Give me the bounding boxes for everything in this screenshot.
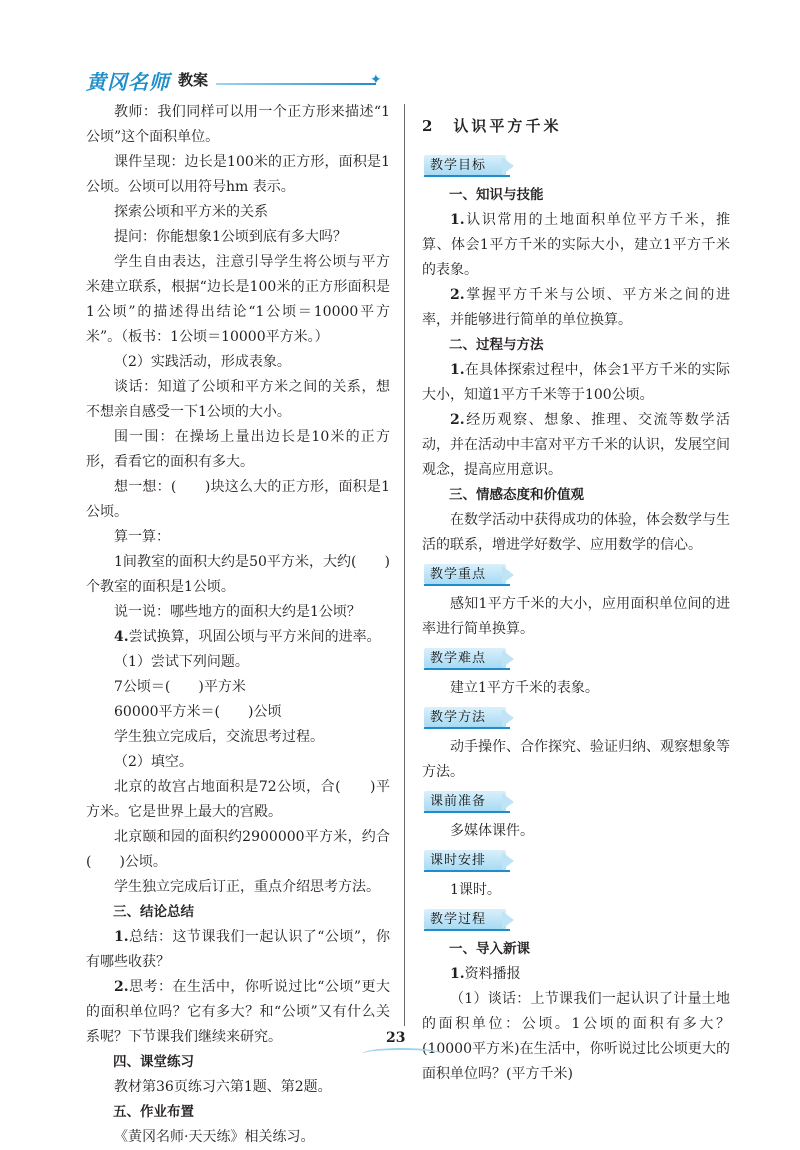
paragraph: 想一想：( )块这么大的正方形，面积是1公顷。 bbox=[86, 479, 390, 520]
paragraph: 7公顷＝( )平方米 bbox=[114, 679, 246, 695]
paragraph: 围一围：在操场上量出边长是10米的正方形，看看它的面积有多大。 bbox=[86, 429, 390, 470]
right-column bbox=[422, 100, 730, 1087]
page-number: 23 bbox=[386, 1030, 406, 1046]
page-number-ornament bbox=[362, 1048, 442, 1060]
paragraph: 教材第36页练习六第1题、第2题。 bbox=[114, 1079, 332, 1095]
paragraph: 学生独立完成后订正，重点介绍思考方法。 bbox=[114, 879, 380, 895]
paragraph: 北京颐和园的面积约2900000平方米，约合( )公顷。 bbox=[86, 829, 390, 870]
paragraph: 谈话：知道了公顷和平方米之间的关系，想不想亲自感受一下1公顷的大小。 bbox=[86, 379, 390, 420]
section-heading: 五、作业布置 bbox=[113, 1104, 194, 1120]
paragraph: 教师：我们同样可以用一个正方形来描述“1公顷”这个面积单位。 bbox=[86, 104, 390, 145]
column-divider bbox=[404, 104, 405, 1026]
tag-process: 教学过程 bbox=[424, 909, 730, 931]
paragraph: 2.经历观察、想象、推理、交流等数学活动，并在活动中丰富对平方千米的认识，发展空间观念，提高应用意识。 bbox=[422, 412, 730, 478]
paragraph: 2.思考：在生活中，你听说过比“公顷”更大的面积单位吗？它有多大？和“公顷”又有什么关系呢？下节课我们继续来研究。 bbox=[86, 979, 390, 1045]
paragraph: 在数学活动中获得成功的体验，体会数学与生活的联系，增进学好数学、应用数学的信心。 bbox=[422, 512, 730, 553]
section-heading: 三、情感态度和价值观 bbox=[449, 487, 584, 503]
paragraph: 北京的故宫占地面积是72公顷，合( )平方米。它是世界上最大的宫殿。 bbox=[86, 779, 390, 820]
paragraph: 探索公顷和平方米的关系 bbox=[114, 204, 268, 220]
paragraph: 1.总结：这节课我们一起认识了“公顷”，你有哪些收获？ bbox=[86, 929, 390, 970]
section-heading: 一、知识与技能 bbox=[449, 187, 544, 203]
paragraph: 4.尝试换算，巩固公顷与平方米间的进率。 bbox=[114, 629, 381, 645]
brand-logo: 黄冈名师 bbox=[86, 70, 170, 94]
paragraph: 感知1平方千米的大小，应用面积单位间的进率进行简单换算。 bbox=[422, 596, 730, 637]
paragraph: 1.在具体探索过程中，体会1平方千米的实际大小，知道1平方千米等于100公顷。 bbox=[422, 362, 730, 403]
paragraph: （1）尝试下列问题。 bbox=[114, 654, 249, 670]
paragraph: 《黄冈名师·天天练》相关练习。 bbox=[114, 1129, 315, 1145]
paragraph: 1课时。 bbox=[450, 882, 501, 898]
paragraph: 学生自由表达，注意引导学生将公顷与平方米建立联系，根据“边长是100米的正方形面积是1公顷”的描述得出结论“1公顷＝10000平方米”。（板书：1公顷＝10000平方米。） bbox=[86, 254, 390, 345]
tag-key-points: 教学重点 bbox=[424, 564, 730, 586]
section-heading: 三、结论总结 bbox=[113, 904, 194, 920]
paragraph: （2）实践活动，形成表象。 bbox=[114, 354, 291, 370]
paragraph: 算一算： bbox=[114, 529, 170, 545]
paragraph: 1.资料播报 bbox=[450, 966, 521, 982]
paragraph: 多媒体课件。 bbox=[450, 823, 534, 839]
paragraph: 2.掌握平方千米与公顷、平方米之间的进率，并能够进行简单的单位换算。 bbox=[422, 287, 730, 328]
section-heading: 二、过程与方法 bbox=[449, 337, 544, 353]
tag-schedule: 课时安排 bbox=[424, 850, 730, 872]
paragraph: （1）谈话：上节课我们一起认识了计量土地的面积单位：公顷。1公顷的面积有多大？(10000平方米)在生活中，你听说过比公顷更大的面积单位吗？(平方千米) bbox=[422, 991, 730, 1082]
paragraph: 1.认识常用的土地面积单位平方千米，推算、体会1平方千米的实际大小，建立1平方千米的表象。 bbox=[422, 212, 730, 278]
paragraph: 动手操作、合作探究、验证归纳、观察想象等方法。 bbox=[422, 739, 730, 780]
star-icon: ✦ bbox=[370, 72, 382, 88]
section-heading: 一、导入新课 bbox=[449, 941, 530, 957]
brand-subtitle: 教案 bbox=[178, 71, 209, 89]
tag-teaching-goals: 教学目标 bbox=[424, 155, 730, 177]
section-heading: 四、课堂练习 bbox=[113, 1054, 194, 1070]
paragraph: 课件呈现：边长是100米的正方形，面积是1公顷。公顷可以用符号hm 表示。 bbox=[86, 154, 390, 195]
tag-preparation: 课前准备 bbox=[424, 791, 730, 813]
paragraph: （2）填空。 bbox=[114, 754, 193, 770]
left-column bbox=[86, 100, 390, 1150]
tag-methods: 教学方法 bbox=[424, 707, 730, 729]
paragraph: 说一说：哪些地方的面积大约是1公顷？ bbox=[114, 604, 361, 620]
page-header bbox=[86, 66, 382, 94]
paragraph: 提问：你能想象1公顷到底有多大吗？ bbox=[114, 229, 347, 245]
paragraph: 60000平方米＝( )公顷 bbox=[114, 704, 282, 720]
paragraph: 建立1平方千米的表象。 bbox=[450, 680, 599, 696]
paragraph: 1间教室的面积大约是50平方米，大约( )个教室的面积是1公顷。 bbox=[86, 554, 390, 595]
paragraph: 学生独立完成后，交流思考过程。 bbox=[114, 729, 324, 745]
header-rule bbox=[216, 83, 376, 85]
lesson-title: 2 认识平方千米 bbox=[422, 117, 562, 135]
tag-difficulties: 教学难点 bbox=[424, 648, 730, 670]
